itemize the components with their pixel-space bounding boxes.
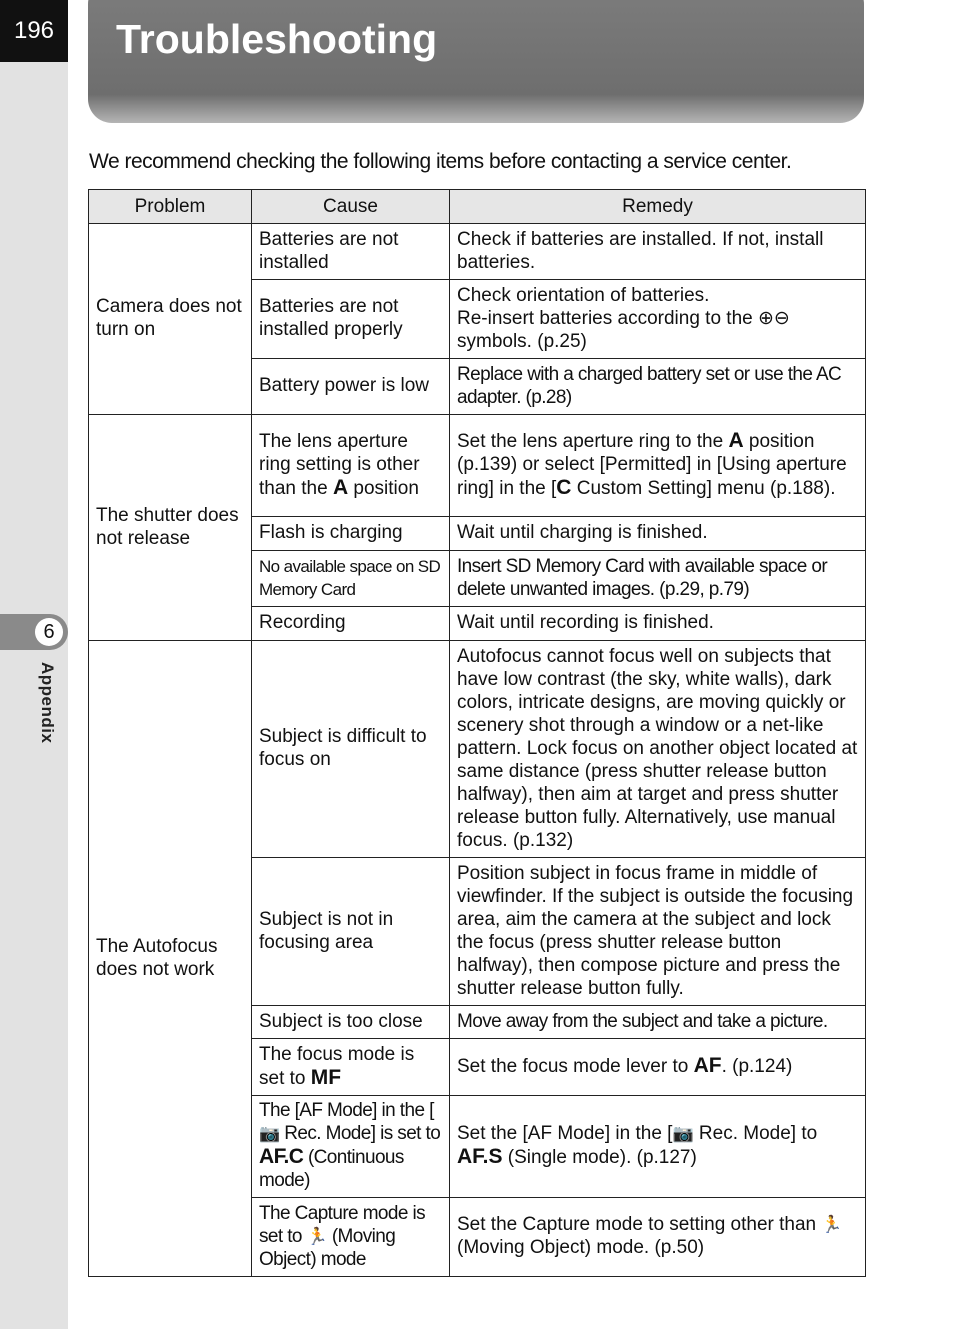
custom-setting-c-icon: C — [556, 476, 572, 499]
cause-cell: Subject is not in focusing area — [252, 858, 450, 1006]
cause-cell: Battery power is low — [252, 359, 450, 415]
moving-object-icon: 🏃 — [306, 1226, 328, 1246]
problem-cell: The shutter does not release — [89, 415, 252, 641]
chapter-label: Appendix — [38, 662, 57, 744]
table-row — [89, 224, 866, 280]
cause-cell — [252, 1096, 450, 1198]
chapter-number: 6 — [35, 618, 63, 646]
remedy-text: position (p.139) or select [Permitted] in [Using aperture ring] in the [ — [457, 431, 847, 499]
moving-object-icon: 🏃 — [821, 1215, 843, 1234]
cause-text: The Capture mode is set to — [259, 1202, 426, 1247]
battery-polarity-symbol: ⊕⊖ — [758, 307, 790, 329]
cause-text: (Moving Object) mode — [259, 1225, 396, 1270]
remedy-cell — [450, 1198, 866, 1277]
side-margin — [0, 0, 68, 1329]
remedy-text: (Single mode). (p.127) — [502, 1147, 697, 1168]
remedy-cell: Insert SD Memory Card with available space or delete unwanted images. (p.29, p.79) — [450, 551, 866, 607]
remedy-text: (Moving Object) mode. (p.50) — [457, 1237, 705, 1258]
remedy-cell — [450, 1039, 866, 1096]
cause-cell — [252, 1039, 450, 1096]
camera-icon: 📷 — [672, 1124, 694, 1143]
table-header-row — [89, 190, 866, 224]
cause-text: (Continuous mode) — [259, 1147, 404, 1191]
cause-cell: Batteries are not installed properly — [252, 280, 450, 359]
intro-text: We recommend checking the following items before contacting a service center. — [89, 150, 792, 173]
remedy-text: Set the lens aperture ring to the — [457, 431, 729, 452]
remedy-cell: Check if batteries are installed. If not, install batteries. — [450, 224, 866, 280]
remedy-text: Set the focus mode lever to — [457, 1056, 694, 1077]
header-cause: Cause — [252, 190, 450, 224]
remedy-cell: Replace with a charged battery set or use the AC adapter. (p.28) — [450, 359, 866, 415]
cause-text: The [AF Mode] in the [ — [259, 1100, 434, 1121]
problem-cell: Camera does not turn on — [89, 224, 252, 415]
cause-text: The lens aperture ring setting is other than the — [259, 430, 420, 499]
cause-cell: Batteries are not installed — [252, 224, 450, 280]
remedy-cell: Autofocus cannot focus well on subjects that have low contrast (the sky, white walls), dark colors, intricate designs, are moving quickly or scenery shot through a window or a net-like pattern. Lock focus on another object located at same distance (press shutter release button halfway), then aim at target and press shutter release button fully. Alternatively, use manual focus. (p.132) — [450, 641, 866, 858]
page-number: 196 — [0, 0, 68, 62]
troubleshooting-table — [88, 189, 866, 1277]
remedy-text: Check orientation of batteries. — [457, 284, 710, 306]
camera-icon: 📷 — [259, 1124, 280, 1143]
cause-text: position — [348, 477, 419, 499]
cause-cell: Recording — [252, 607, 450, 641]
aperture-a-symbol: A — [332, 475, 349, 499]
remedy-text: Custom Setting] menu (p.188). — [571, 478, 836, 499]
cause-cell: No available space on SD Memory Card — [252, 551, 450, 607]
cause-cell — [252, 1198, 450, 1277]
header-problem: Problem — [89, 190, 252, 224]
remedy-text: . (p.124) — [721, 1056, 793, 1077]
remedy-cell: Position subject in focus frame in middle of viewfinder. If the subject is outside the focusing area, aim the camera at the subject and lock the focus (press shutter release button halfway), then compose picture and press the shutter release button fully. — [450, 858, 866, 1006]
table-row — [89, 641, 866, 858]
remedy-cell: Wait until recording is finished. — [450, 607, 866, 641]
cause-text: The focus mode is set to — [259, 1043, 415, 1089]
remedy-text: Set the Capture mode to setting other than — [457, 1214, 822, 1235]
cause-cell: Flash is charging — [252, 517, 450, 551]
af-single-symbol: AF.S — [457, 1145, 503, 1168]
remedy-cell — [450, 415, 866, 517]
table-row — [89, 415, 866, 517]
aperture-a-symbol: A — [728, 429, 744, 452]
cause-cell: Subject is difficult to focus on — [252, 641, 450, 858]
manual-focus-mf-symbol: MF — [310, 1065, 342, 1089]
remedy-text: Set the [AF Mode] in the [ — [457, 1123, 673, 1144]
remedy-text: Re-insert batteries according to the — [457, 307, 758, 329]
cause-cell — [252, 415, 450, 517]
remedy-cell: Move away from the subject and take a picture. — [450, 1006, 866, 1039]
header-remedy: Remedy — [450, 190, 866, 224]
remedy-cell — [450, 1096, 866, 1198]
cause-text: Rec. Mode] is set to — [279, 1123, 441, 1144]
problem-cell: The Autofocus does not work — [89, 641, 252, 1277]
remedy-text: symbols. (p.25) — [457, 330, 587, 352]
remedy-text: Rec. Mode] to — [693, 1123, 818, 1144]
af-continuous-symbol: AF.C — [259, 1145, 304, 1168]
cause-cell: Subject is too close — [252, 1006, 450, 1039]
remedy-cell: Wait until charging is finished. — [450, 517, 866, 551]
remedy-cell — [450, 280, 866, 359]
autofocus-af-symbol: AF — [693, 1054, 722, 1077]
page-title: Troubleshooting — [116, 16, 438, 62]
